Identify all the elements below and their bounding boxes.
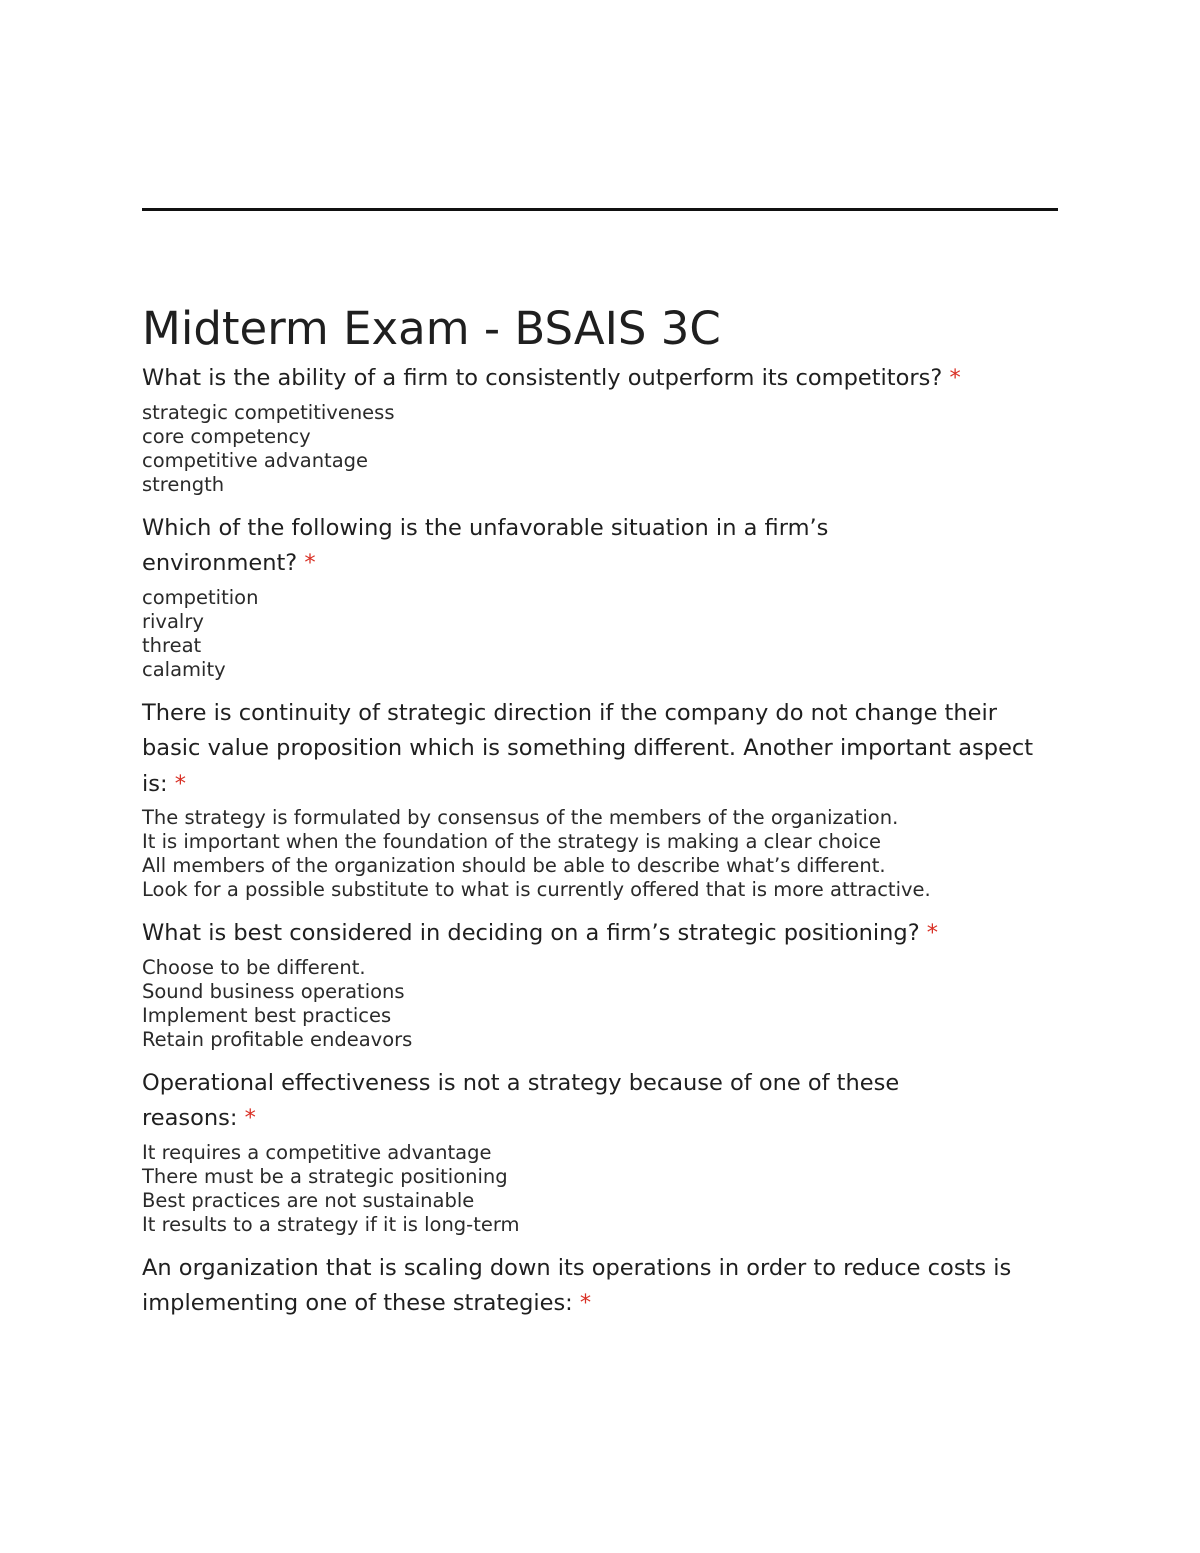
question-5 <box>142 1066 1058 1237</box>
required-marker: * <box>244 1105 256 1131</box>
option-item[interactable]: Sound business operations <box>142 979 405 1003</box>
question-1 <box>142 361 1058 497</box>
question-text: There is continuity of strategic direction if the company do not change their basic value proposition which is something different. Another important aspect is: * <box>142 699 1034 797</box>
option-item[interactable]: core competency <box>142 424 311 448</box>
option-item[interactable]: Implement best practices <box>142 1003 392 1027</box>
question-2 <box>142 511 1058 682</box>
required-marker: * <box>304 550 316 576</box>
required-marker: * <box>926 920 939 946</box>
required-marker: * <box>174 770 186 797</box>
option-list <box>142 1141 1058 1237</box>
question-3 <box>142 696 1058 903</box>
option-item[interactable]: strength <box>142 472 225 496</box>
question-text: What is best considered in deciding on a firm’s strategic positioning? * <box>142 920 939 946</box>
required-marker: * <box>949 365 961 391</box>
question-text: Operational effectiveness is not a strategy because of one of these reasons: * <box>142 1069 900 1131</box>
question-4 <box>142 916 1058 1052</box>
question-text: What is the ability of a firm to consistently outperform its competitors? * <box>142 365 961 391</box>
option-list <box>142 806 1058 902</box>
option-item[interactable]: It results to a strategy if it is long-term <box>142 1212 520 1236</box>
option-item[interactable]: All members of the organization should be able to describe what’s different. <box>142 854 886 877</box>
option-item[interactable]: strategic competitiveness <box>142 400 395 424</box>
option-item[interactable]: Best practices are not sustainable <box>142 1188 475 1212</box>
page-title: Midterm Exam - BSAIS 3C <box>142 302 721 355</box>
option-item[interactable]: threat <box>142 633 202 657</box>
option-item[interactable]: competitive advantage <box>142 448 369 472</box>
option-list <box>142 586 1058 682</box>
option-list <box>142 956 1058 1052</box>
option-item[interactable]: It requires a competitive advantage <box>142 1140 492 1164</box>
option-item[interactable]: The strategy is formulated by consensus of the members of the organization. <box>142 806 899 829</box>
option-item[interactable]: There must be a strategic positioning <box>142 1164 508 1188</box>
header-divider <box>142 208 1058 211</box>
option-item[interactable]: rivalry <box>142 609 204 633</box>
question-6 <box>142 1251 1058 1322</box>
question-list <box>142 361 1058 1336</box>
option-item[interactable]: It is important when the foundation of the strategy is making a clear choice <box>142 830 882 853</box>
option-item[interactable]: calamity <box>142 657 226 681</box>
option-item[interactable]: competition <box>142 585 259 609</box>
option-item[interactable]: Look for a possible substitute to what is currently offered that is more attractive. <box>142 878 931 901</box>
option-item[interactable]: Retain profitable endeavors <box>142 1027 413 1051</box>
option-list <box>142 401 1058 497</box>
question-text: An organization that is scaling down its operations in order to reduce costs is implementing one of these strategies: * <box>142 1254 1012 1316</box>
question-text: Which of the following is the unfavorable situation in a firm’s environment? * <box>142 514 829 576</box>
required-marker: * <box>579 1290 592 1316</box>
option-item[interactable]: Choose to be different. <box>142 955 366 979</box>
